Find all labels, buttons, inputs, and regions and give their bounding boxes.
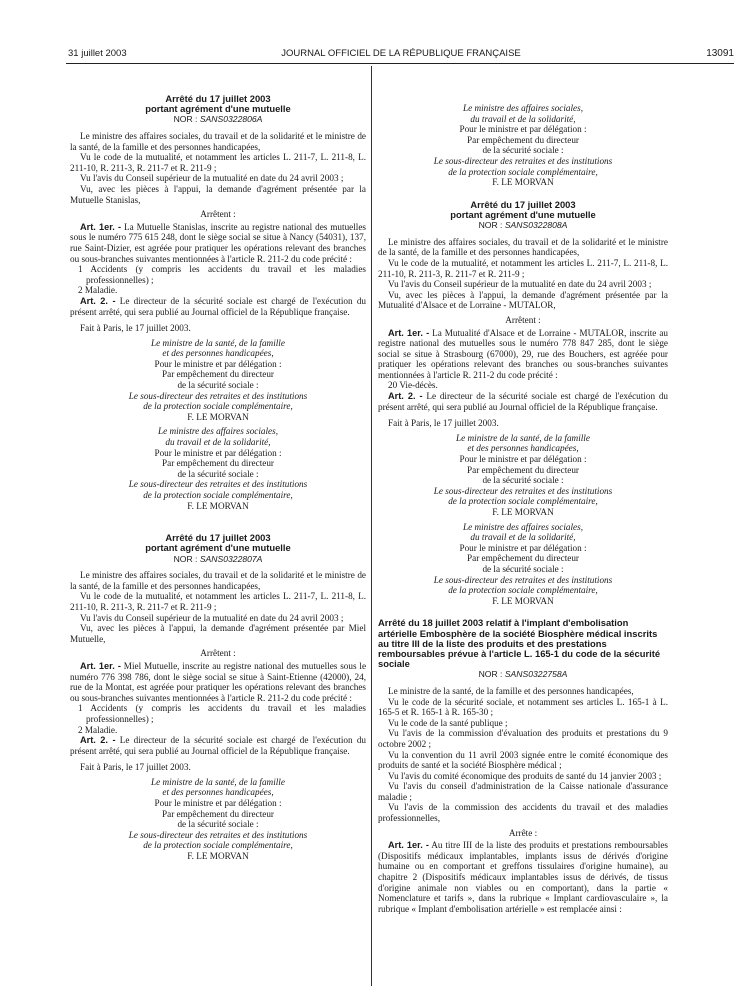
- article-1: Art. 1er. - La Mutuelle Stanislas, inscrite au registre national des mutuelles sous le numéro 775 615 248, dont le siège social se situe à Nancy (54031), 137, rue Saint-Dizier, est agréée pour pratiquer les opérations relevant des branches ou sous-branches suivantes mentionnées à l'article R. 211-2 du code précité :: [70, 221, 367, 264]
- article-1: Art. 1er. - La Mutualité d'Alsace et de Lorraine - MUTALOR, inscrite au registre national des mutuelles sous le numéro 778 847 285, dont le siège social se situe à Strasbourg (67000), 29, rue des Bouchers, est agréée pour pratiquer les opérations relevant des branches ou sous-branches suivantes mentionnées à l'article R. 211-2 du code précité :: [378, 327, 668, 380]
- decree-subtitle: portant agrément d'une mutuelle: [145, 103, 291, 115]
- header-rule: [66, 63, 734, 64]
- article-2: Art. 2. - Le directeur de la sécurité sociale est chargé de l'exécution du présent arrêté, qui sera publié au Journal officiel de la République française.: [378, 391, 669, 412]
- nor-reference: NOR : SANS0322758A: [478, 669, 568, 680]
- visa: Vu le code de la sécurité sociale, et notamment ses articles L. 165-1 à L. 165-5 et R. 165-1 à R. 165-30 ;: [378, 696, 668, 718]
- visa: Vu, avec les pièces à l'appui, la demande d'agrément présentée par Miel Mutuelle,: [70, 623, 366, 644]
- arrete-label: Arrêtent :: [200, 209, 236, 220]
- signature-block: Le ministre de la santé, de la famille et des personnes handicapées, Pour le ministre et par délégation : Par empêchement du directeur de la sécurité sociale : Le sous-directeur des retraites et des institutions de la protection sociale complémentaire, F. LE MORVAN: [70, 338, 366, 423]
- branch-item: 2 Maladie.: [78, 285, 118, 296]
- branch-item: 2 Maladie.: [78, 724, 118, 735]
- left-column: [70, 94, 366, 862]
- decree-title: Arrêté du 17 juillet 2003: [165, 532, 271, 544]
- signature-date: Fait à Paris, le 17 juillet 2003.: [80, 762, 191, 773]
- arrete-label: Arrêtent :: [505, 314, 541, 325]
- signature-block: Le ministre de la santé, de la famille et des personnes handicapées, Pour le ministre et par délégation : Par empêchement du directeur de la sécurité sociale : Le sous-directeur des retraites et des institutions de la protection sociale complémentaire, F. LE MORVAN: [70, 777, 366, 862]
- signature-block: Le ministre de la santé, de la famille et des personnes handicapées, Pour le ministre et par délégation : Par empêchement du directeur de la sécurité sociale : Le sous-directeur des retraites et des institutions de la protection sociale complémentaire, F. LE MORVAN: [378, 433, 668, 518]
- decree-stanislas: [70, 94, 366, 511]
- visa: Vu l'avis de la commission des accidents du travail et des maladies professionnelles,: [378, 802, 668, 824]
- preamble: Le ministre des affaires sociales, du travail et de la solidarité et le ministre de la santé, de la famille et des personnes handicapées,: [378, 236, 668, 258]
- nor-reference: NOR : SANS0322807A: [173, 553, 263, 564]
- preamble: Le ministre des affaires sociales, du travail et de la solidarité et le ministre de la santé, de la famille et des personnes handicapées,: [70, 131, 366, 152]
- visa: Vu l'avis de la commission d'évaluation des produits et prestations du 9 octobre 2002 ;: [378, 728, 668, 749]
- branch-item: 1 Accidents (y compris les accidents du travail et les maladies professionnelles) ;: [78, 703, 366, 724]
- decree-subtitle: portant agrément d'une mutuelle: [450, 208, 596, 220]
- visa: Vu la convention du 11 avril 2003 signée entre le comité économique des produits de santé et la société Biosphère médical ;: [378, 749, 668, 771]
- signatory-name: F. LE MORVAN: [492, 595, 554, 606]
- article-1: Art. 1er. - Au titre III de la liste des produits et prestations remboursables (Dispositifs médicaux implantables, implants issus de dérivés d'origine humaine ou en comportant et greffons tissulaires d'origine humaine), au chapitre 2 (Dispositifs médicaux implantables issus de dérivés, de tissus d'origine animale non viables ou en comportant), dans la partie « Nomenclature et tarifs », dans la rubrique « Implant cardiovasculaire », la rubrique « Implant d'embolisation artérielle » est remplacée ainsi :: [378, 840, 668, 914]
- visa: Vu, avec les pièces à l'appui, la demande d'agrément présentée par la Mutualité d'Alsace et de Lorraine - MUTALOR,: [378, 289, 668, 311]
- signatory-name: F. LE MORVAN: [187, 851, 249, 862]
- decree-subtitle: portant agrément d'une mutuelle: [145, 542, 291, 554]
- visa: Vu le code de la mutualité, et notamment les articles L. 211-7, L. 211-8, L. 211-10, R. 211-3, R. 211-7 et R. 211-9 ;: [70, 152, 366, 173]
- signature-block: Le ministre des affaires sociales, du travail et de la solidarité, Pour le ministre et par délégation : Par empêchement du directeur de la sécurité sociale : Le sous-directeur des retraites et des institutions de la protection sociale complémentaire, F. LE MORVAN: [70, 426, 366, 511]
- branch-item: 20 Vie-décès.: [388, 380, 438, 391]
- signature-block: Le ministre des affaires sociales, du travail et de la solidarité, Pour le ministre et par délégation : Par empêchement du directeur de la sécurité sociale : Le sous-directeur des retraites et des institutions de la protection sociale complémentaire, F. LE MORVAN: [378, 103, 668, 188]
- decree-title: Arrêté du 17 juillet 2003: [165, 93, 271, 104]
- decree-embosphere: [378, 618, 668, 914]
- signature-date: Fait à Paris, le 17 juillet 2003.: [80, 323, 191, 334]
- spacer: [70, 511, 366, 533]
- nor-reference: NOR : SANS0322806A: [173, 114, 263, 125]
- right-column: [378, 103, 668, 914]
- visa: Vu, avec les pièces à l'appui, la demande d'agrément présentée par la Mutuelle Stanislas,: [70, 183, 366, 205]
- page-number: 13091: [706, 48, 734, 59]
- visa: Vu l'avis du Conseil supérieur de la mutualité en date du 24 avril 2003 ;: [80, 173, 344, 184]
- arrete-label: Arrête :: [508, 827, 538, 838]
- signatory-name: F. LE MORVAN: [492, 177, 554, 188]
- journal-title: JOURNAL OFFICIEL DE LA RÉPUBLIQUE FRANÇAISE: [281, 48, 521, 59]
- visa: Vu le code de la santé publique ;: [388, 717, 508, 728]
- article-2: Art. 2. - Le directeur de la sécurité sociale est chargé de l'exécution du présent arrêté, qui sera publié au Journal officiel de la République française.: [70, 735, 367, 756]
- decree-title: Arrêté du 17 juillet 2003: [470, 198, 576, 210]
- preamble: Le ministre des affaires sociales, du travail et de la solidarité et le ministre de la santé, de la famille et des personnes handicapées,: [70, 570, 366, 591]
- decree-miel: [70, 533, 366, 861]
- visa: Vu le code de la mutualité, et notamment les articles L. 211-7, L. 211-8, L. 211-10, R. 211-3, R. 211-7 et R. 211-9 ;: [378, 257, 668, 279]
- article-2: Art. 2. - Le directeur de la sécurité sociale est chargé de l'exécution du présent arrêté, qui sera publié au Journal officiel de la République française.: [70, 295, 367, 317]
- column-divider: [371, 66, 372, 986]
- signatory-name: F. LE MORVAN: [187, 500, 249, 511]
- running-header: [68, 48, 734, 62]
- signatory-name: F. LE MORVAN: [187, 411, 249, 422]
- visa: Vu l'avis du comité économique des produits de santé du 14 janvier 2003 ;: [388, 770, 662, 781]
- spacer: [378, 188, 668, 200]
- decree-title: Arrêté du 18 juillet 2003 relatif à l'implant d'embolisation artérielle Embosphère de la société Biosphère médical inscrits au titre III de la liste des produits et des prestations remboursables prévue à l'article L. 165-1 du code de la sécurité sociale: [378, 617, 661, 670]
- visa: Vu l'avis du Conseil supérieur de la mutualité en date du 24 avril 2003 ;: [80, 612, 344, 623]
- visa: Vu l'avis du Conseil supérieur de la mutualité en date du 24 avril 2003 ;: [388, 279, 652, 290]
- signature-block: Le ministre des affaires sociales, du travail et de la solidarité, Pour le ministre et par délégation : Par empêchement du directeur de la sécurité sociale : Le sous-directeur des retraites et des institutions de la protection sociale complémentaire, F. LE MORVAN: [378, 522, 668, 607]
- branch-item: 1 Accidents (y compris les accidents du travail et les maladies professionnelles) ;: [78, 264, 366, 285]
- arrete-label: Arrêtent :: [200, 648, 236, 659]
- article-1: Art. 1er. - Miel Mutuelle, inscrite au registre national des mutuelles sous le numéro 776 398 786, dont le siège social se situe à Saint-Etienne (42000), 24, rue de la Montat, est agréée pour pratiquer les opérations relevant des branches ou sous-branches suivantes mentionnées à l'article R. 211-2 du code précité :: [70, 660, 367, 703]
- decree-mutalor: [378, 200, 668, 607]
- signatory-name: F. LE MORVAN: [492, 507, 554, 517]
- visa: Vu l'avis du conseil d'administration de la Caisse nationale d'assurance maladie ;: [378, 781, 668, 802]
- header-date: 31 juillet 2003: [68, 48, 127, 59]
- nor-reference: NOR : SANS0322808A: [478, 220, 568, 231]
- signature-date: Fait à Paris, le 17 juillet 2003.: [388, 418, 499, 429]
- visa: Vu le code de la mutualité, et notamment les articles L. 211-7, L. 211-8, L. 211-10, R. 211-3, R. 211-7 et R. 211-9 ;: [70, 591, 366, 612]
- preamble: Le ministre de la santé, de la famille et des personnes handicapées,: [388, 685, 634, 696]
